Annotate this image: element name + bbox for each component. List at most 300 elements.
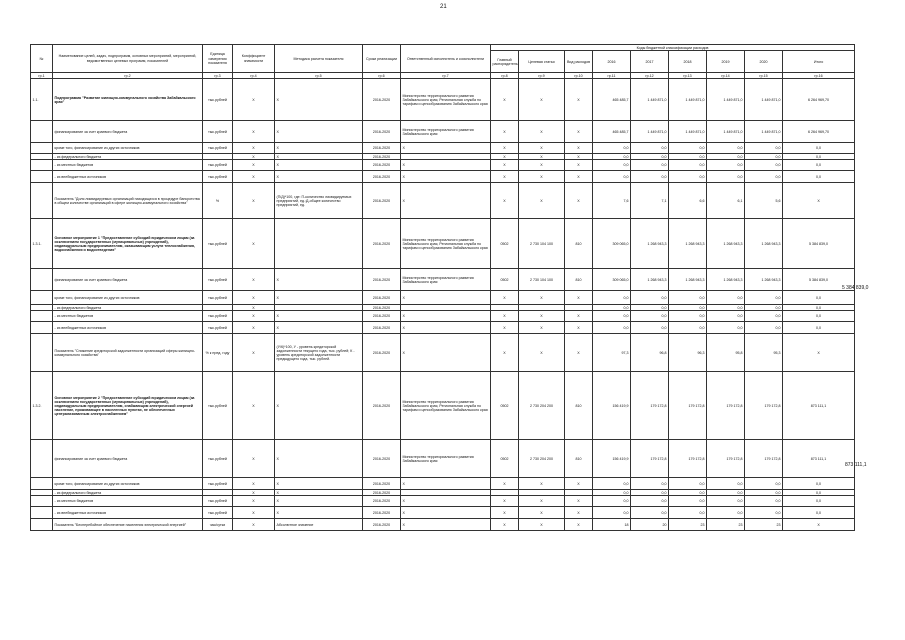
table-cell-col1: [31, 334, 53, 372]
table-cell-col14: 179 172,8: [707, 440, 745, 478]
table-cell-col9: X: [519, 507, 565, 519]
table-cell-col13: 0,0: [669, 507, 707, 519]
table-cell-col12: 179 172,8: [631, 440, 669, 478]
table-row: [31, 478, 855, 490]
table-cell-col6: 2016-2020: [363, 478, 401, 490]
table-cell-col10: X: [565, 322, 593, 334]
table-cell-col12: 20: [631, 519, 669, 531]
table-cell-col6: 2016-2020: [363, 154, 401, 160]
table-cell-col9: X: [519, 291, 565, 305]
table-cell-col15: 0,0: [745, 507, 783, 519]
table-cell-col10: X: [565, 334, 593, 372]
table-cell-col4: X: [233, 322, 275, 334]
column-number: гр.2: [53, 73, 203, 79]
table-cell-col16: 0,0: [783, 490, 855, 496]
table-cell-col8: X: [491, 160, 519, 171]
table-cell-col13: 179 172,8: [669, 440, 707, 478]
table-cell-col13: 0,0: [669, 171, 707, 183]
table-cell-col8: X: [491, 79, 519, 121]
column-number: гр.11: [593, 73, 631, 79]
table-row: [31, 219, 855, 269]
table-cell-col11: 309 065,0: [593, 219, 631, 269]
table-cell-col1: [31, 269, 53, 291]
table-cell-col12: 1 449 871,0: [631, 121, 669, 143]
program-table: [30, 44, 855, 531]
table-cell-col6: 2016-2020: [363, 322, 401, 334]
table-cell-col9: X: [519, 334, 565, 372]
table-cell-col16: 0,0: [783, 171, 855, 183]
column-number: гр.6: [363, 73, 401, 79]
table-cell-col3: час/сутки: [203, 519, 233, 531]
table-cell-col6: 2016-2020: [363, 160, 401, 171]
table-cell-col5: X: [275, 440, 363, 478]
table-cell-col13: 0,0: [669, 311, 707, 322]
table-cell-col6: 2016-2020: [363, 79, 401, 121]
table-cell-col13: 1 268 943,3: [669, 219, 707, 269]
table-cell-col2: кроме того, финансирование из других источников:: [53, 291, 203, 305]
table-cell-col4: X: [233, 121, 275, 143]
table-cell-col8: X: [491, 322, 519, 334]
table-cell-col9: X: [519, 154, 565, 160]
table-cell-col3: тыс.рублей: [203, 160, 233, 171]
table-cell-col4: X: [233, 154, 275, 160]
table-cell-col5: Абсолютное значение: [275, 519, 363, 531]
table-cell-col8: 0502: [491, 440, 519, 478]
column-number: гр.12: [631, 73, 669, 79]
table-cell-col11: 0,0: [593, 154, 631, 160]
header-budget-codes: Коды бюджетной классификации расходов: [491, 45, 855, 51]
table-cell-col10: X: [565, 160, 593, 171]
table-cell-col11: 0,0: [593, 478, 631, 490]
table-cell-col1: [31, 171, 53, 183]
table-cell-col5: X: [275, 171, 363, 183]
table-cell-col6: 2016-2020: [363, 305, 401, 311]
table-cell-col3: тыс.рублей: [203, 322, 233, 334]
table-cell-col11: 18: [593, 519, 631, 531]
table-cell-col4: X: [233, 219, 275, 269]
table-cell-col16: X: [783, 334, 855, 372]
table-cell-col15: 0,0: [745, 171, 783, 183]
table-cell-col13: 0,0: [669, 305, 707, 311]
table-cell-col6: 2016-2020: [363, 334, 401, 372]
table-cell-col13: 0,0: [669, 490, 707, 496]
header-main-manager: Главный распорядитель: [491, 51, 519, 73]
table-cell-col2: Показатель "Снижение кредиторской задолженности организаций сферы жилищно-коммунального хозяйства": [53, 334, 203, 372]
table-cell-col2: Подпрограмма "Развитие жилищно-коммунального хозяйства Забайкальского края": [53, 79, 203, 121]
column-number: гр.3: [203, 73, 233, 79]
table-cell-col2: финансирование за счет краевого бюджета: [53, 440, 203, 478]
table-cell-col2: - из федерального бюджета: [53, 154, 203, 160]
table-cell-col12: 0,0: [631, 322, 669, 334]
table-cell-col8: X: [491, 478, 519, 490]
table-cell-col2: Основное мероприятие 1 "Предоставление субсидий юридическим лицам (за исключением государственных (муниципальных) учреждений), индивидуальным предпринимателям, оказывающим услуги теплоснабжения, водоснабжения и водоотведения": [53, 219, 203, 269]
table-cell-col12: 7,1: [631, 183, 669, 219]
table-cell-col16: 0,0: [783, 507, 855, 519]
table-cell-col1: 1.3.2.: [31, 372, 53, 440]
table-cell-col4: X: [233, 519, 275, 531]
table-cell-col12: 0,0: [631, 305, 669, 311]
table-cell-col3: тыс.рублей: [203, 311, 233, 322]
header-target-article: Целевая статья: [519, 51, 565, 73]
table-cell-col6: 2016-2020: [363, 269, 401, 291]
table-cell-col15: 5,6: [745, 183, 783, 219]
table-row: [31, 143, 855, 154]
table-cell-col15: 0,0: [745, 322, 783, 334]
table-cell-col11: 0,0: [593, 160, 631, 171]
table-cell-col6: 2016-2020: [363, 490, 401, 496]
table-cell-col8: X: [491, 496, 519, 507]
table-cell-col2: - из внебюджетных источников: [53, 171, 203, 183]
table-cell-col15: 0,0: [745, 160, 783, 171]
table-cell-col2: - из местных бюджетов: [53, 311, 203, 322]
table-cell-col5: X: [275, 478, 363, 490]
table-cell-col6: 2016-2020: [363, 183, 401, 219]
table-cell-col12: 0,0: [631, 496, 669, 507]
table-cell-col9: X: [519, 519, 565, 531]
table-cell-col15: 1 449 871,0: [745, 79, 783, 121]
table-cell-col4: X: [233, 291, 275, 305]
table-row: [31, 372, 855, 440]
table-cell-col1: [31, 322, 53, 334]
table-cell-col15: 1 268 943,3: [745, 219, 783, 269]
table-cell-col7: Министерство территориального развития Забайкальского края, Региональная служба по тарифам и ценообразованию Забайкальского края: [401, 372, 491, 440]
table-cell-col14: 1 268 943,3: [707, 269, 745, 291]
table-cell-col10: X: [565, 79, 593, 121]
table-cell-col2: финансирование за счет краевого бюджета: [53, 121, 203, 143]
table-cell-col7: Министерство территориального развития Забайкальского края: [401, 121, 491, 143]
table-row: [31, 496, 855, 507]
table-cell-col14: 0,0: [707, 143, 745, 154]
table-cell-col1: 1.3.1.: [31, 219, 53, 269]
table-cell-col7: X: [401, 334, 491, 372]
table-cell-col5: X: [275, 372, 363, 440]
table-row: [31, 440, 855, 478]
table-cell-col14: 0,0: [707, 160, 745, 171]
table-cell-col4: X: [233, 171, 275, 183]
table-cell-col8: X: [491, 154, 519, 160]
table-cell-col8: X: [491, 507, 519, 519]
table-cell-col16: 0,0: [783, 143, 855, 154]
table-cell-col7: X: [401, 183, 491, 219]
table-cell-col14: 0,0: [707, 154, 745, 160]
table-cell-col16: X: [783, 183, 855, 219]
table-cell-col7: Министерство территориального развития Забайкальского края, Региональная служба по тарифам и ценообразованию Забайкальского края: [401, 219, 491, 269]
table-cell-col1: [31, 440, 53, 478]
column-number: гр.7: [401, 73, 491, 79]
table-cell-col8: 0502: [491, 372, 519, 440]
column-number: гр.9: [519, 73, 565, 79]
table-cell-col4: X: [233, 496, 275, 507]
table-row: [31, 269, 855, 291]
table-cell-col11: 309 065,0: [593, 269, 631, 291]
table-cell-col9: X: [519, 311, 565, 322]
table-cell-col15: 0,0: [745, 305, 783, 311]
table-cell-col3: тыс.рублей: [203, 79, 233, 121]
header-year-2017: 2017: [631, 51, 669, 73]
table-cell-col7: X: [401, 160, 491, 171]
page-number: 21: [440, 4, 447, 10]
table-cell-col1: [31, 121, 53, 143]
table-cell-col3: тыс.рублей: [203, 372, 233, 440]
table-cell-col16: 873 111,1: [783, 440, 855, 478]
table-cell-col9: X: [519, 322, 565, 334]
header-executor: Ответственный исполнитель и соисполнители: [401, 45, 491, 73]
table-cell-col10: 810: [565, 440, 593, 478]
table-cell-col15: 179 172,8: [745, 372, 783, 440]
table-cell-col16: X: [783, 519, 855, 531]
table-cell-col16: 0,0: [783, 305, 855, 311]
table-cell-col11: 7,6: [593, 183, 631, 219]
table-cell-col7: X: [401, 291, 491, 305]
table-cell-col10: X: [565, 519, 593, 531]
table-cell-col13: 0,0: [669, 143, 707, 154]
table-cell-col1: [31, 311, 53, 322]
table-cell-col16: 873 111,1: [783, 372, 855, 440]
table-cell-col9: X: [519, 496, 565, 507]
table-body: [31, 79, 855, 531]
table-cell-col2: - из внебюджетных источников: [53, 322, 203, 334]
table-cell-col15: 0,0: [745, 154, 783, 160]
table-cell-col15: 95,3: [745, 334, 783, 372]
table-cell-col11: 0,0: [593, 305, 631, 311]
table-cell-col15: 1 449 871,0: [745, 121, 783, 143]
table-cell-col4: X: [233, 311, 275, 322]
table-cell-col15: 0,0: [745, 496, 783, 507]
table-cell-col2: кроме того, финансирование из других источников:: [53, 143, 203, 154]
table-cell-col9: 2 730 104 100: [519, 219, 565, 269]
table-cell-col3: тыс.рублей: [203, 507, 233, 519]
table-cell-col12: 0,0: [631, 291, 669, 305]
table-cell-col8: X: [491, 291, 519, 305]
table-cell-col5: X: [275, 291, 363, 305]
table-cell-col6: 2016-2020: [363, 121, 401, 143]
column-number: гр.10: [565, 73, 593, 79]
table-cell-col16: 0,0: [783, 154, 855, 160]
table-cell-col11: 0,0: [593, 171, 631, 183]
table-cell-col13: 0,0: [669, 478, 707, 490]
table-cell-col12: 1 268 943,3: [631, 219, 669, 269]
table-cell-col5: X: [275, 311, 363, 322]
table-cell-col7: X: [401, 519, 491, 531]
table-cell-col11: 0,0: [593, 311, 631, 322]
table-cell-col4: X: [233, 334, 275, 372]
table-cell-col3: тыс.рублей: [203, 171, 233, 183]
table-cell-col1: [31, 291, 53, 305]
table-cell-col10: X: [565, 183, 593, 219]
table-cell-col1: [31, 519, 53, 531]
table-cell-col10: X: [565, 154, 593, 160]
table-cell-col9: X: [519, 121, 565, 143]
table-cell-col14: 0,0: [707, 478, 745, 490]
table-cell-col6: 2016-2020: [363, 311, 401, 322]
table-cell-col3: %: [203, 183, 233, 219]
table-cell-col16: 0,0: [783, 160, 855, 171]
table-cell-col6: 2016-2020: [363, 171, 401, 183]
table-row: [31, 171, 855, 183]
table-cell-col16: 0,0: [783, 496, 855, 507]
table-cell-col9: X: [519, 171, 565, 183]
table-cell-col3: тыс.рублей: [203, 219, 233, 269]
table-cell-col13: 6,6: [669, 183, 707, 219]
column-number: гр.16: [783, 73, 855, 79]
table-cell-col11: 0,0: [593, 291, 631, 305]
header-year-2019: 2019: [707, 51, 745, 73]
table-cell-col12: 0,0: [631, 160, 669, 171]
table-cell-col4: X: [233, 269, 275, 291]
table-cell-col14: 0,0: [707, 496, 745, 507]
table-cell-col1: [31, 478, 53, 490]
table-cell-col14: 0,0: [707, 490, 745, 496]
table-cell-col5: X: [275, 154, 363, 160]
table-cell-col4: X: [233, 490, 275, 496]
table-cell-col1: 1.1.: [31, 79, 53, 121]
table-cell-col8: X: [491, 334, 519, 372]
table-cell-col13: 23: [669, 519, 707, 531]
table-cell-col9: X: [519, 478, 565, 490]
table-cell-col5: X: [275, 121, 363, 143]
header-total: Итого: [783, 51, 855, 73]
table-cell-col12: 0,0: [631, 311, 669, 322]
table-cell-col14: 1 449 871,0: [707, 121, 745, 143]
table-cell-col2: Показатель "Бесперебойное обеспечение населения электрической энергией": [53, 519, 203, 531]
table-cell-col10: X: [565, 121, 593, 143]
table-cell-col13: 1 449 871,0: [669, 121, 707, 143]
table-cell-col9: X: [519, 79, 565, 121]
table-cell-col2: - из местных бюджетов: [53, 496, 203, 507]
table-cell-col1: [31, 507, 53, 519]
table-cell-col4: X: [233, 305, 275, 311]
table-cell-col4: X: [233, 372, 275, 440]
table-cell-col9: X: [519, 143, 565, 154]
table-cell-col8: X: [491, 519, 519, 531]
table-cell-col11: 156 419,9: [593, 372, 631, 440]
table-cell-col5: [275, 219, 363, 269]
table-cell-col14: 0,0: [707, 322, 745, 334]
table-cell-col3: тыс.рублей: [203, 496, 233, 507]
column-number: гр.14: [707, 73, 745, 79]
table-row: [31, 519, 855, 531]
table-cell-col13: 1 449 871,0: [669, 79, 707, 121]
table-cell-col14: 6,1: [707, 183, 745, 219]
table-cell-col9: 2 730 104 100: [519, 269, 565, 291]
table-cell-col12: 0,0: [631, 143, 669, 154]
table-cell-col2: - из федерального бюджета: [53, 305, 203, 311]
table-cell-col5: X: [275, 143, 363, 154]
table-cell-col11: 0,0: [593, 496, 631, 507]
table-row: [31, 507, 855, 519]
header-year-2016: 2016: [593, 51, 631, 73]
table-cell-col16: 0,0: [783, 322, 855, 334]
table-cell-col6: 2016-2020: [363, 440, 401, 478]
table-cell-col11: 0,0: [593, 143, 631, 154]
table-cell-col9: 2 730 204 200: [519, 440, 565, 478]
header-year-2018: 2018: [669, 51, 707, 73]
table-cell-col10: 810: [565, 219, 593, 269]
header-unit: Единица измерения показателя: [203, 45, 233, 73]
table-cell-col14: 179 172,8: [707, 372, 745, 440]
table-row: [31, 311, 855, 322]
column-number: гр.15: [745, 73, 783, 79]
table-row: [31, 291, 855, 305]
table-cell-col16: 5 384 839,0: [783, 219, 855, 269]
table-cell-col11: 465 485,7: [593, 79, 631, 121]
table-cell-col11: 0,0: [593, 507, 631, 519]
table-cell-col10: X: [565, 478, 593, 490]
table-cell-col10: X: [565, 311, 593, 322]
table-row: [31, 322, 855, 334]
table-cell-col16: 6 264 969,70: [783, 79, 855, 121]
table-cell-col14: 0,0: [707, 311, 745, 322]
table-cell-col14: 1 449 871,0: [707, 79, 745, 121]
table-cell-col5: X: [275, 490, 363, 496]
header-method: Методика расчета показателя: [275, 45, 363, 73]
table-cell-col7: X: [401, 478, 491, 490]
table-cell-col12: 0,0: [631, 171, 669, 183]
table-cell-col3: % к пред. году: [203, 334, 233, 372]
table-cell-col12: 1 268 943,3: [631, 269, 669, 291]
table-cell-col2: кроме того, финансирование из других источников:: [53, 478, 203, 490]
table-cell-col15: 0,0: [745, 143, 783, 154]
header-period: Сроки реализации: [363, 45, 401, 73]
table-cell-col10: 810: [565, 372, 593, 440]
table-cell-col6: 2016-2020: [363, 372, 401, 440]
table-row: [31, 183, 855, 219]
margin-note-total-2: 873 111,1: [845, 462, 867, 468]
table-cell-col13: 0,0: [669, 322, 707, 334]
table-cell-col7: X: [401, 496, 491, 507]
table-cell-col14: 95,8: [707, 334, 745, 372]
column-number: гр.8: [491, 73, 519, 79]
table-cell-col14: 1 268 943,3: [707, 219, 745, 269]
table-cell-col10: X: [565, 291, 593, 305]
table-cell-col14: 23: [707, 519, 745, 531]
table-cell-col11: 465 485,7: [593, 121, 631, 143]
table-cell-col4: X: [233, 160, 275, 171]
table-cell-col3: тыс.рублей: [203, 121, 233, 143]
table-row: [31, 160, 855, 171]
table-cell-col2: - из внебюджетных источников: [53, 507, 203, 519]
header-expense-type: Вид расходов: [565, 51, 593, 73]
header-number: №: [31, 45, 53, 73]
table-cell-col6: 2016-2020: [363, 507, 401, 519]
column-number: гр.5: [275, 73, 363, 79]
table-cell-col16: 0,0: [783, 311, 855, 322]
table-cell-col2: - из федерального бюджета: [53, 490, 203, 496]
table-cell-col6: 2016-2020: [363, 143, 401, 154]
table-cell-col4: X: [233, 79, 275, 121]
table-cell-col1: [31, 160, 53, 171]
table-cell-col7: Министерство территориального развития Забайкальского края, Региональная служба по тарифам и ценообразованию Забайкальского края: [401, 79, 491, 121]
table-cell-col6: 2016-2020: [363, 291, 401, 305]
table-cell-col3: тыс.рублей: [203, 269, 233, 291]
table-cell-col14: 0,0: [707, 291, 745, 305]
table-cell-col7: Министерство территориального развития Забайкальского края: [401, 440, 491, 478]
table-cell-col13: 0,0: [669, 291, 707, 305]
table-cell-col5: X: [275, 79, 363, 121]
table-cell-col2: финансирование за счет краевого бюджета: [53, 269, 203, 291]
margin-note-total-1: 5 384 839,0: [842, 285, 869, 291]
table-cell-col7: X: [401, 143, 491, 154]
table-cell-col8: 0502: [491, 269, 519, 291]
table-cell-col7: X: [401, 507, 491, 519]
table-cell-col6: 2016-2020: [363, 219, 401, 269]
table-cell-col9: 2 730 204 200: [519, 372, 565, 440]
column-number: гр.1: [31, 73, 53, 79]
table-cell-col12: 179 172,8: [631, 372, 669, 440]
table-cell-col15: 0,0: [745, 490, 783, 496]
table-cell-col16: 0,0: [783, 478, 855, 490]
table-cell-col6: 2016-2020: [363, 519, 401, 531]
